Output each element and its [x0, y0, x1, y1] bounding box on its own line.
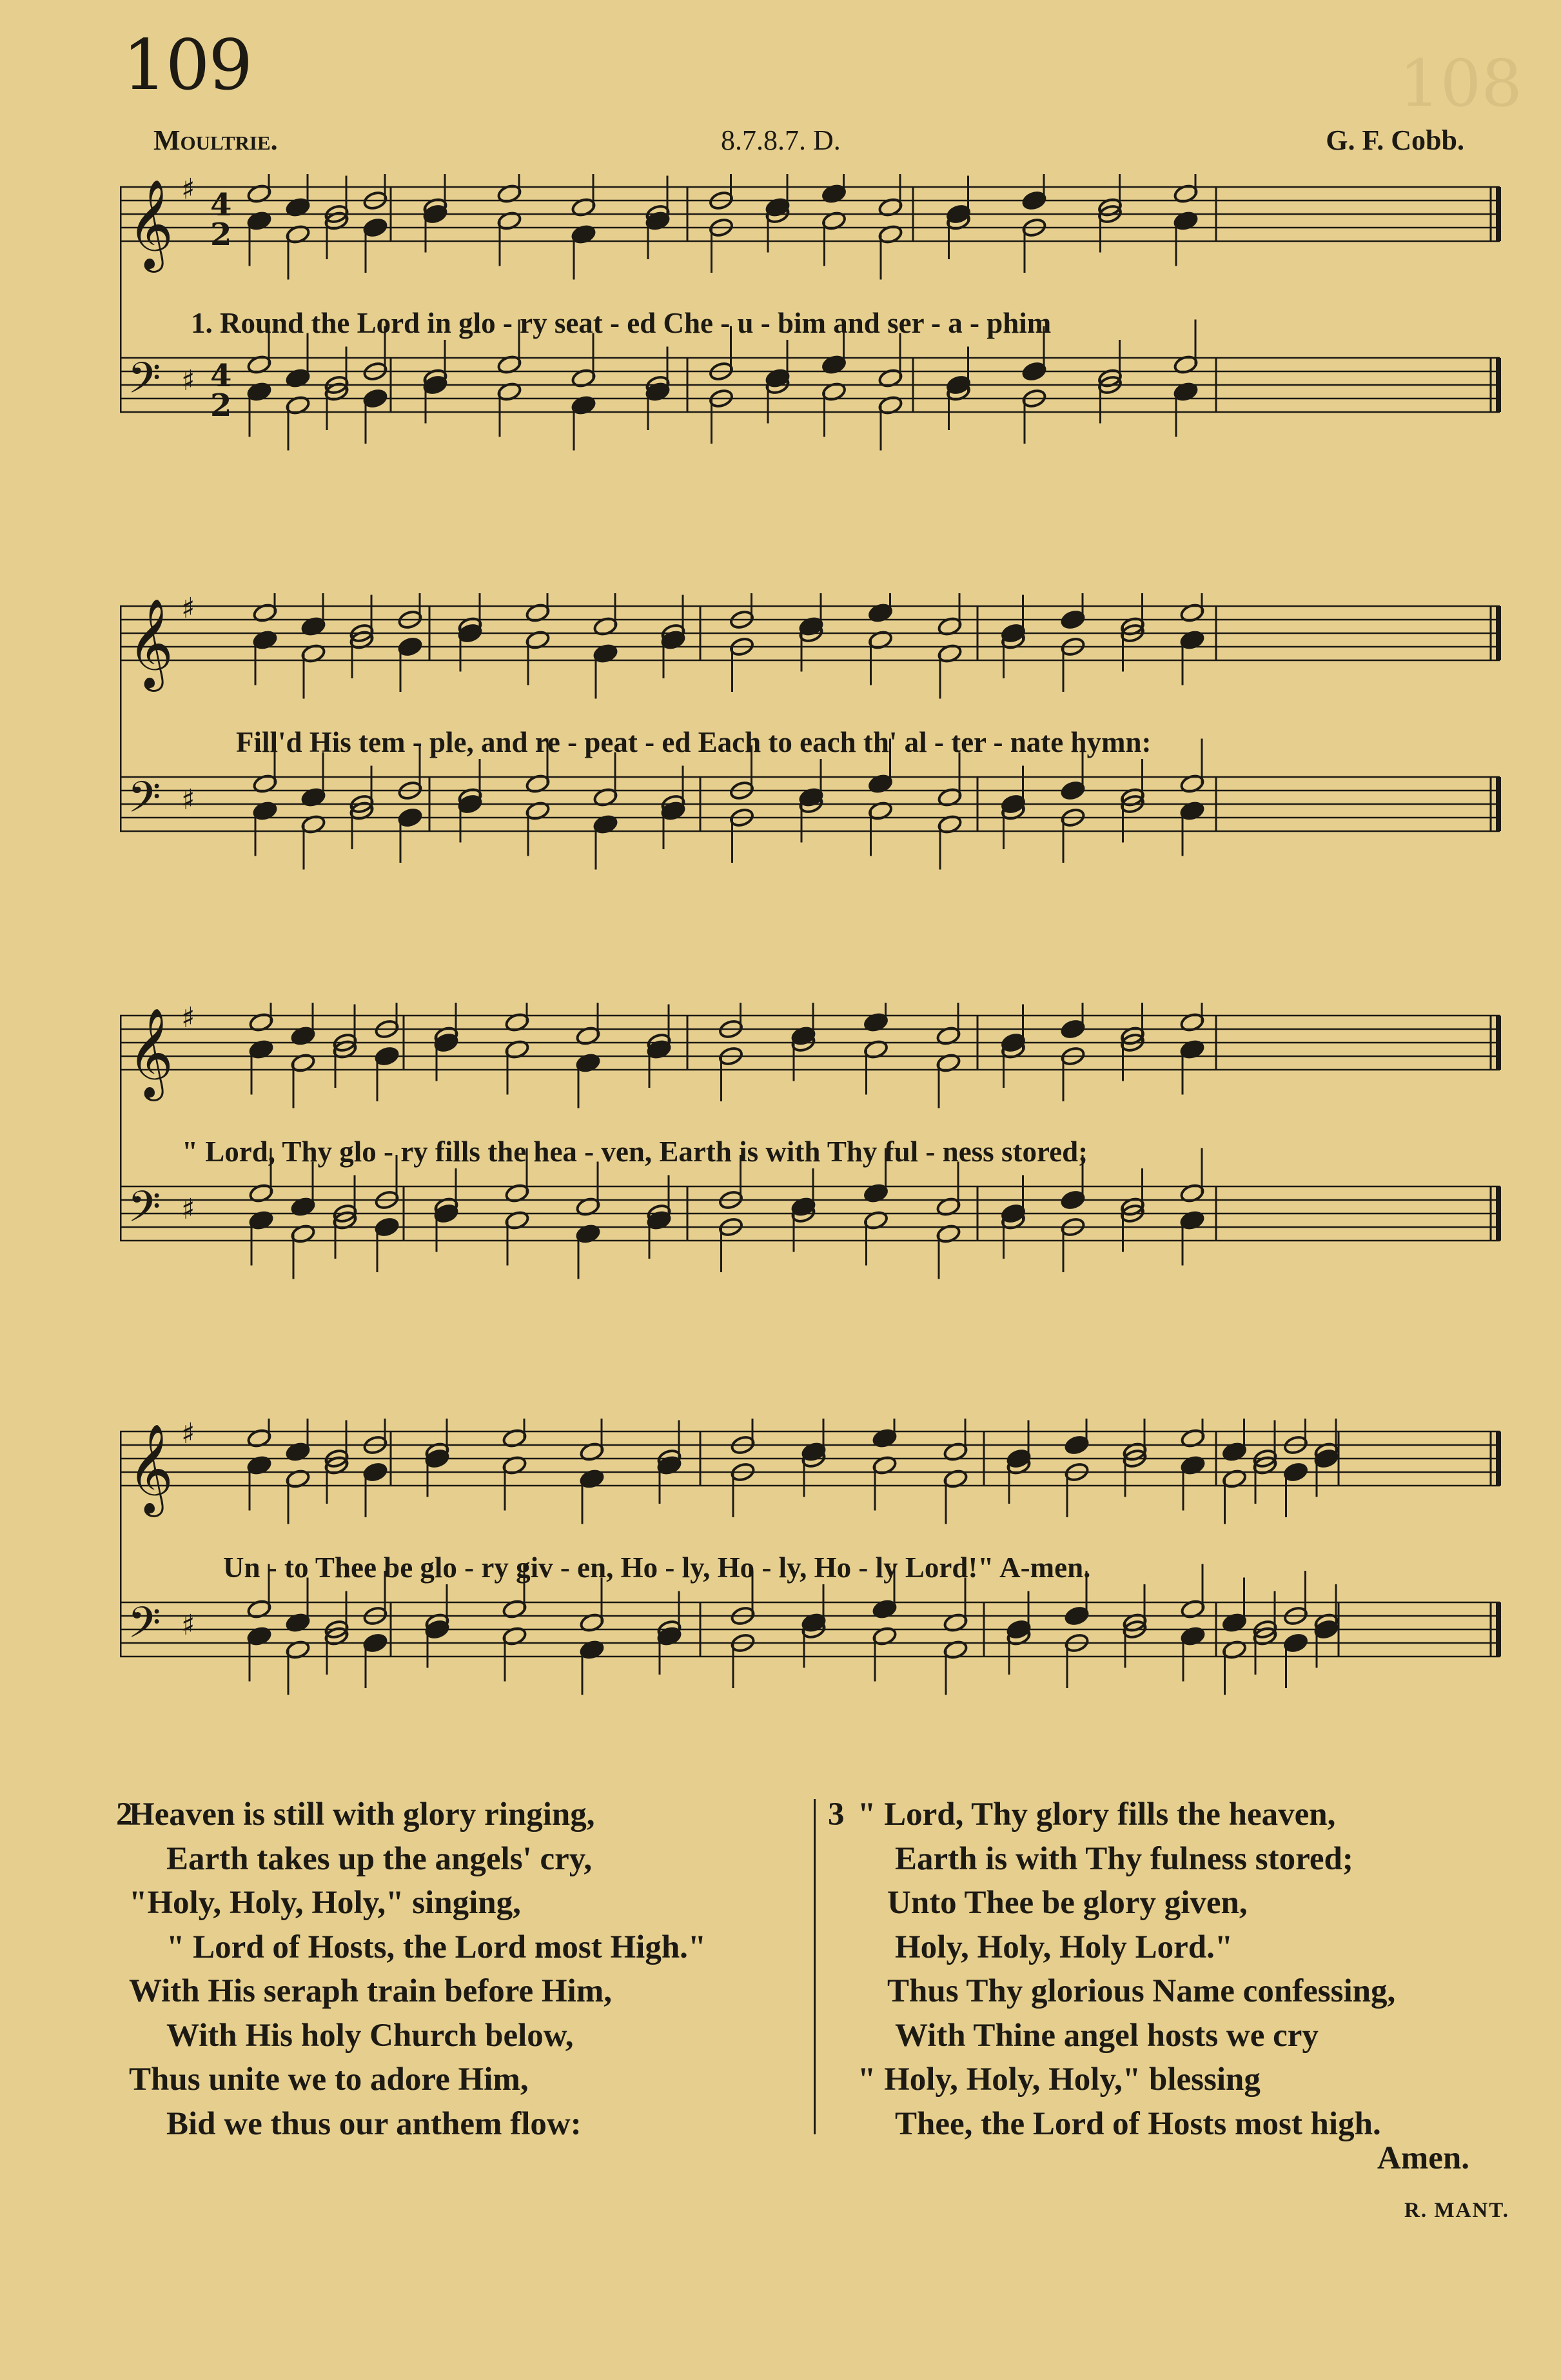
svg-text:𝄢: 𝄢: [128, 1598, 161, 1658]
verse-line: Unto Thee be glory given,: [887, 1885, 1248, 1921]
final-amen: Amen.: [1377, 2140, 1469, 2176]
verse-line: Thus unite we to adore Him,: [129, 2061, 529, 2098]
svg-text:♯: ♯: [181, 364, 195, 397]
svg-text:♯: ♯: [181, 174, 195, 206]
tune-name: Moultrie.: [153, 124, 278, 156]
staff-group-2: [120, 593, 1506, 929]
verse-line: Earth is with Thy fulness stored;: [895, 1840, 1353, 1877]
music-system-2: [120, 593, 1506, 929]
svg-text:♯: ♯: [181, 1609, 195, 1642]
svg-text:♯: ♯: [181, 593, 195, 625]
verse-3: [828, 1793, 1396, 2146]
svg-text:2: 2: [210, 388, 232, 424]
lyrics-line-2: Fill'd His tem - ple, and re - peat - ed Each to each th' al - ter - nate hymn:: [236, 726, 1152, 758]
svg-text:2: 2: [210, 217, 232, 253]
svg-text:♯: ♯: [181, 783, 195, 816]
verse-line: Bid we thus our anthem flow:: [166, 2105, 582, 2142]
music-system-4: [120, 1419, 1506, 1754]
svg-text:𝄞: 𝄞: [128, 179, 173, 269]
svg-text:𝄢: 𝄢: [128, 772, 161, 832]
verse-line: Holy, Holy, Holy Lord.": [895, 1929, 1233, 1965]
lyrics-line-4: Un - to Thee be glo - ry giv - en, Ho - ly, Ho - ly, Ho - ly Lord!" A-men.: [223, 1551, 1091, 1584]
verse-line: Earth takes up the angels' cry,: [166, 1840, 593, 1877]
music-system-1: [120, 174, 1506, 509]
verse-line: Thus Thy glorious Name confessing,: [887, 1973, 1396, 2009]
verse-line: With Thine angel hosts we cry: [895, 2017, 1319, 2054]
composer: G. F. Cobb.: [1326, 124, 1464, 156]
verse-line: With His seraph train before Him,: [129, 1973, 612, 2009]
verse-line: With His holy Church below,: [166, 2017, 574, 2054]
verse-number: 2: [116, 1796, 133, 1833]
lyrics-line-1: 1. Round the Lord in glo - ry seat - ed Che - u - bim and ser - a - phim: [191, 307, 1052, 339]
svg-text:𝄢: 𝄢: [128, 353, 161, 413]
hymn-number: 109: [123, 25, 252, 106]
svg-text:𝄢: 𝄢: [128, 1182, 161, 1242]
staff-group-3: [120, 1003, 1506, 1338]
music-system-3: [120, 1003, 1506, 1338]
svg-text:♯: ♯: [181, 1419, 195, 1450]
staff-group-4: [120, 1419, 1506, 1754]
meter: 8.7.8.7. D.: [721, 124, 841, 156]
verse-line: "Holy, Holy, Holy," singing,: [129, 1885, 521, 1921]
verse-line: " Lord, Thy glory fills the heaven,: [858, 1796, 1336, 1833]
verse-line: " Lord of Hosts, the Lord most High.": [166, 1929, 707, 1965]
column-divider: [814, 1799, 816, 2134]
svg-text:4: 4: [210, 358, 232, 394]
staff-group-1: [120, 174, 1506, 509]
verse-line: " Holy, Holy, Holy," blessing: [858, 2061, 1261, 2098]
svg-text:♯: ♯: [181, 1003, 195, 1034]
verse-line: Heaven is still with glory ringing,: [129, 1796, 595, 1833]
author: R. MANT.: [1404, 2199, 1509, 2222]
verse-line: Thee, the Lord of Hosts most high.: [895, 2105, 1381, 2142]
svg-text:𝄞: 𝄞: [128, 1008, 173, 1097]
svg-text:4: 4: [210, 187, 232, 223]
verse-2: [116, 1793, 707, 2146]
bleed-through-page-number: 108: [1399, 46, 1522, 121]
svg-text:♯: ♯: [181, 1193, 195, 1226]
lyrics-line-3: " Lord, Thy glo - ry fills the hea - ven, Earth is with Thy ful - ness stored;: [182, 1136, 1088, 1168]
svg-text:𝄞: 𝄞: [128, 598, 173, 688]
svg-text:𝄞: 𝄞: [128, 1424, 173, 1513]
verse-number: 3: [828, 1796, 845, 1833]
